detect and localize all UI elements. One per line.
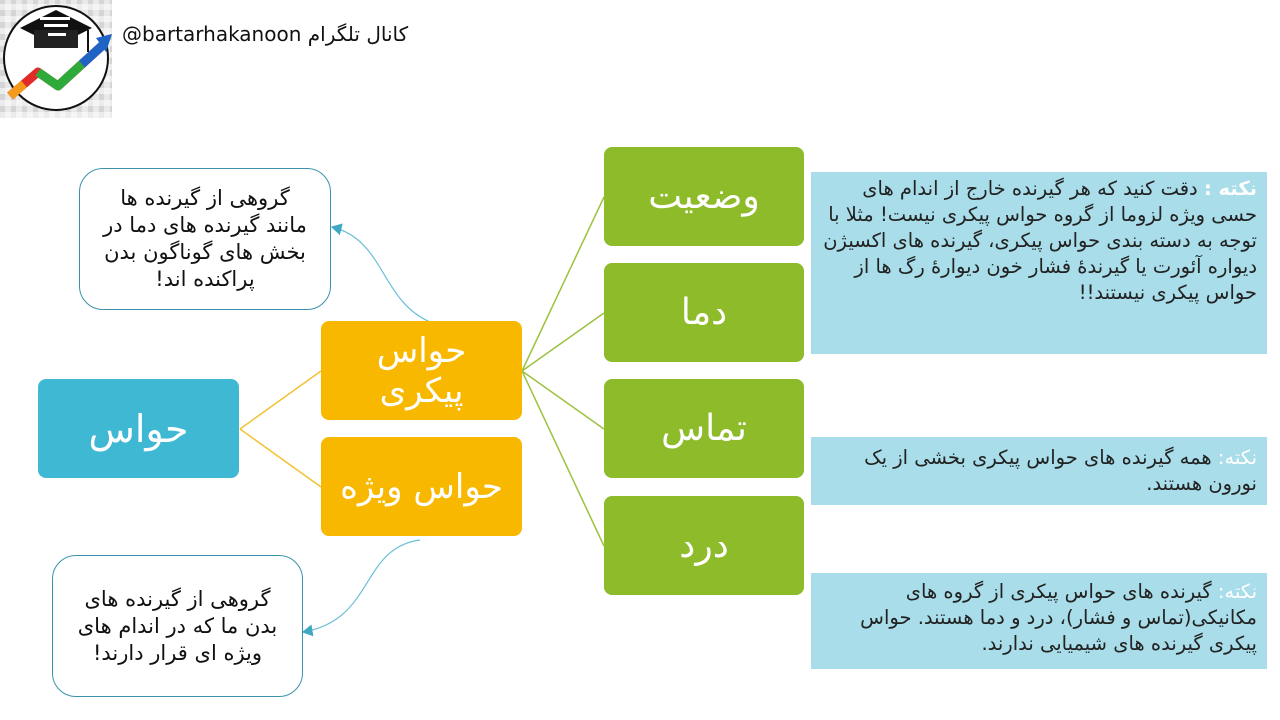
link-root-special (240, 429, 321, 487)
node-pain-label: درد (679, 525, 729, 566)
link-somatic-pain (522, 371, 604, 546)
root-links (240, 371, 321, 487)
node-posture-label: وضعیت (648, 176, 760, 217)
node-somatic-senses (321, 321, 522, 420)
node-special-senses-label: حواس ویژه (340, 466, 503, 507)
note-box-3 (811, 573, 1267, 669)
node-special-senses (321, 437, 522, 536)
note-3-text: گیرنده های حواس پیکری از گروه های مکانیکی(تماس و فشار)، درد و دما هستند. حواس پیکری گیرنده های شیمیایی ندارند. (860, 580, 1257, 655)
callout-special-description (52, 555, 303, 697)
node-somatic-senses-label: حواس پیکری (376, 330, 467, 411)
telegram-channel-label: کانال تلگرام (307, 22, 409, 46)
arrow-to-bottom-callout (303, 540, 420, 632)
leaf-links (522, 197, 604, 546)
node-temperature (604, 263, 804, 362)
node-pain (604, 496, 804, 595)
node-temperature-label: دما (680, 292, 728, 333)
note-box-1 (811, 172, 1267, 354)
note-2-label: نکته: (1217, 446, 1257, 469)
note-2-text: همه گیرنده های حواس پیکری بخشی از یک نورون هستند. (864, 446, 1257, 495)
link-somatic-touch (522, 371, 604, 429)
note-3-label: نکته: (1217, 580, 1257, 603)
callout-somatic-description (79, 168, 331, 310)
node-posture (604, 147, 804, 246)
node-senses-label: حواس (88, 406, 189, 451)
link-root-somatic (240, 371, 321, 429)
callout-somatic-text: گروهی از گیرنده ها مانند گیرنده های دما در بخش های گوناگون بدن پراکنده اند! (103, 186, 307, 291)
node-senses (38, 379, 239, 478)
callout-special-text: گروهی از گیرنده های بدن ما که در اندام های ویژه ای قرار دارند! (77, 586, 278, 665)
telegram-handle[interactable]: @bartarhakanoon (122, 22, 302, 46)
node-touch-label: تماس (661, 408, 747, 449)
arrow-to-top-callout (332, 227, 430, 322)
link-somatic-temperature (522, 313, 604, 371)
note-1-text: دقت کنید که هر گیرنده خارج از اندام های حسی ویژه لزوما از گروه حواس پیکری نیست! مثلا با توجه به دسته بندی حواس پیکری، گیرنده های اکسیژن دیواره آئورت یا گیرندهٔ فشار خون دیوارهٔ رگ ها از حواس پیکری نیستند!! (823, 177, 1257, 304)
link-somatic-posture (522, 197, 604, 371)
node-touch (604, 379, 804, 478)
note-1-label: نکته : (1203, 177, 1257, 200)
note-box-2 (811, 437, 1267, 505)
